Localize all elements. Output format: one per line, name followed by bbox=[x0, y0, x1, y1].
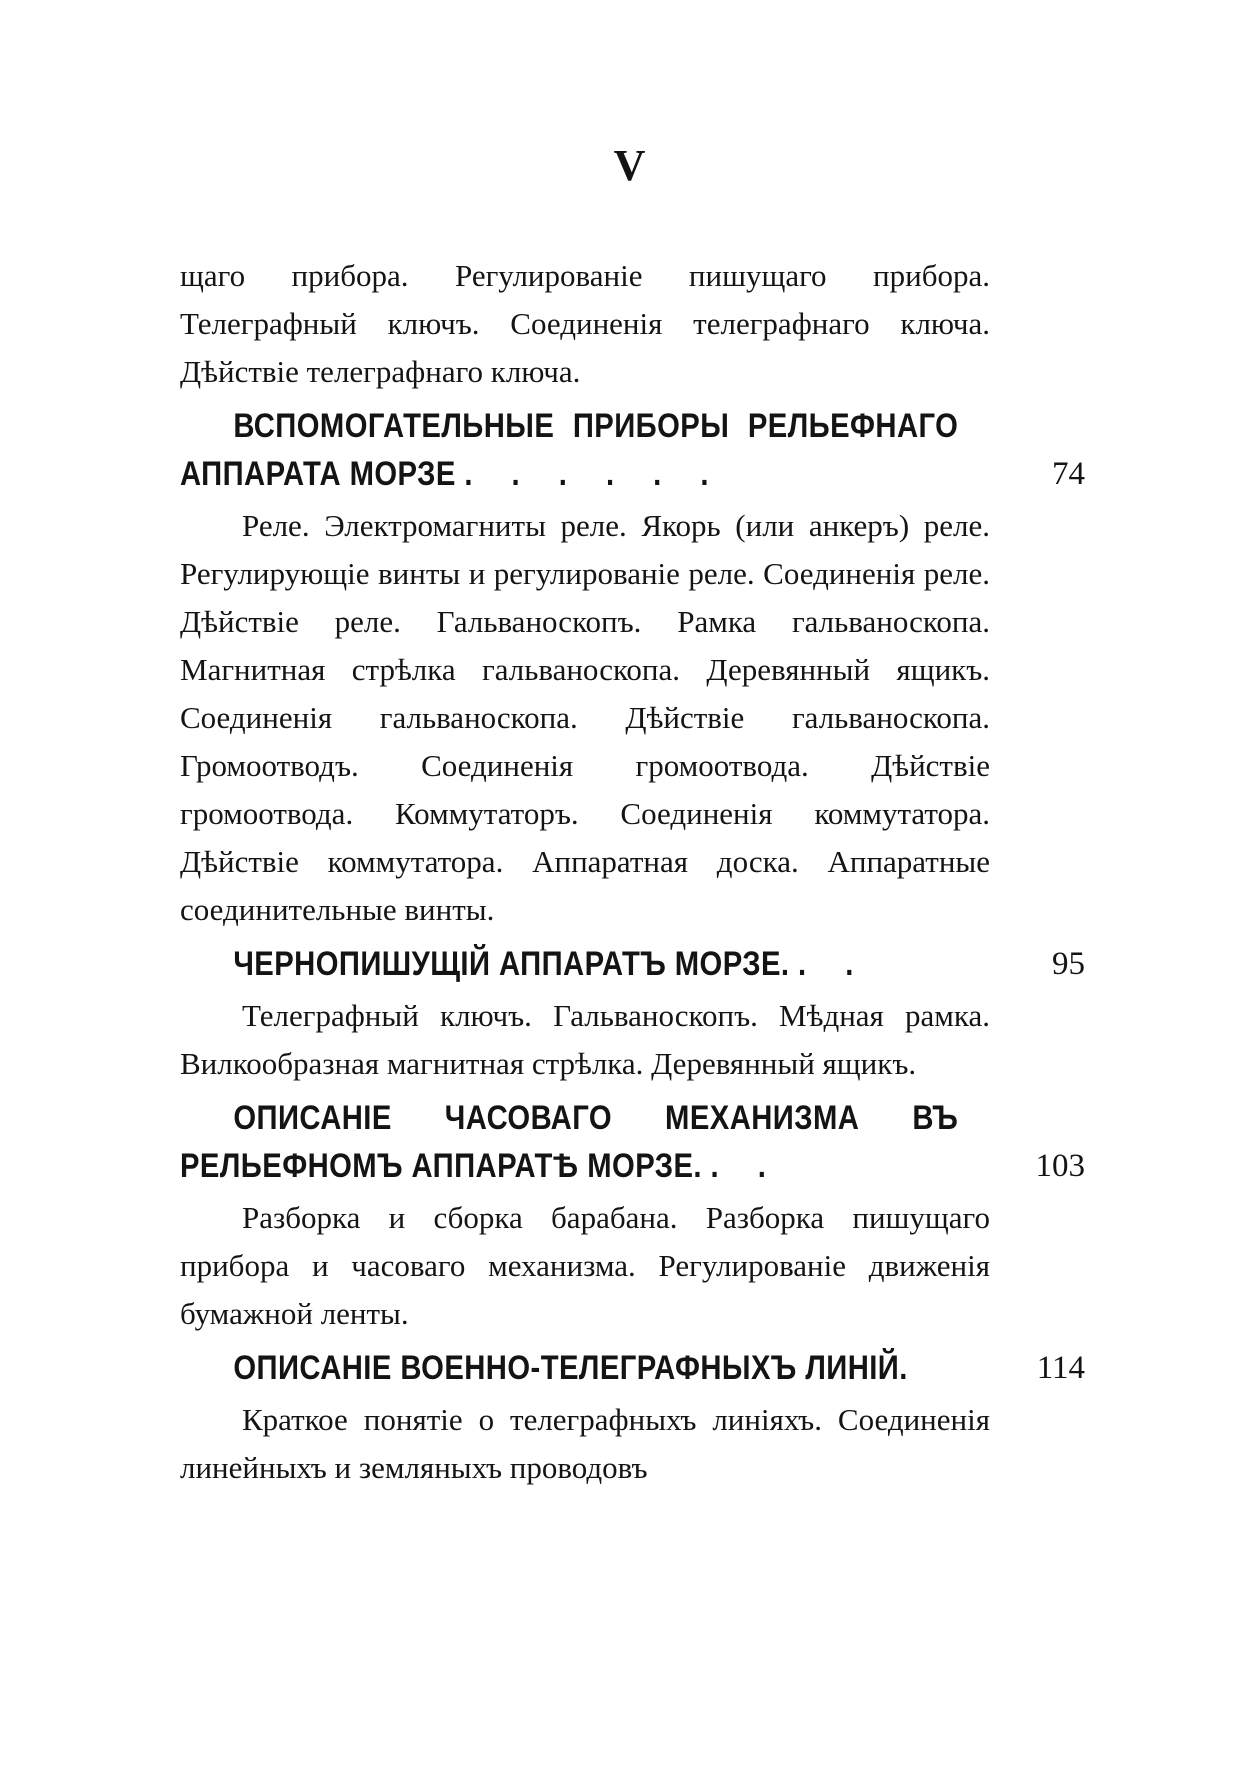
toc-entry-description: Краткое понятіе о телеграфныхъ линіяхъ. Соединенія линейныхъ и земляныхъ проводовъ bbox=[180, 1402, 990, 1485]
toc-entry-page: 95 bbox=[1052, 946, 1085, 982]
toc-entry-page: 103 bbox=[1035, 1148, 1085, 1184]
toc-entry-title bbox=[180, 1344, 958, 1392]
toc-entry bbox=[180, 1094, 1085, 1190]
toc-entry-description: Реле. Электромагниты реле. Якорь (или анкеръ) реле. Регулирующіе винты и регулированіе реле. Соединенія реле. Дѣйствіе реле. Гальваноскопъ. Рамка гальваноскопа. Магнитная стрѣлка гальваноскопа. Деревянный ящикъ. Соединенія гальваноскопа. Дѣйствіе гальваноскопа. Громоотводъ. Соединенія громоотвода. Дѣйствіе громоотвода. Коммутаторъ. Соединенія коммутатора. Дѣйствіе коммутатора. Аппаратная доска. Аппаратные соединительные винты. bbox=[180, 508, 990, 927]
toc-entry-title bbox=[180, 1094, 958, 1190]
toc-leader-dots: . . bbox=[798, 945, 869, 983]
toc-intro-text: щаго прибора. Регулированіе пишущаго прибора. Телеграфный ключъ. Соединенія телеграфнаго ключа. Дѣйствіе телеграфнаго ключа. bbox=[180, 258, 990, 389]
toc-entry-title-text: ОПИСАНІЕ ЧАСОВАГО МЕХАНИЗМА ВЪ РЕЛЬЕФНОМЪ АППАРАТѢ МОРЗЕ. bbox=[180, 1099, 959, 1185]
table-of-contents bbox=[180, 252, 1085, 1492]
toc-entry-title-text: ВСПОМОГАТЕЛЬНЫЕ ПРИБОРЫ РЕЛЬЕФНАГО АППАРАТА МОРЗЕ bbox=[180, 407, 959, 493]
page-number: V bbox=[613, 141, 646, 190]
toc-leader-dots: . . bbox=[710, 1147, 782, 1185]
toc-entry-page: 114 bbox=[1036, 1350, 1085, 1386]
toc-entry-title bbox=[180, 940, 958, 988]
toc-entry-title bbox=[180, 402, 958, 498]
toc-entry-description: Телеграфный ключъ. Гальваноскопъ. Мѣдная рамка. Вилкообразная магнитная стрѣлка. Деревянный ящикъ. bbox=[180, 998, 990, 1081]
toc-entry-title-text: ОПИСАНІЕ ВОЕННО-ТЕЛЕГРАФНЫХЪ ЛИНІЙ. bbox=[233, 1349, 908, 1387]
toc-entry bbox=[180, 940, 1085, 988]
toc-entry-page: 74 bbox=[1052, 456, 1085, 492]
toc-entry bbox=[180, 1344, 1085, 1392]
toc-leader-dots: . . . . . . bbox=[464, 455, 725, 493]
toc-entry-description: Разборка и сборка барабана. Разборка пишущаго прибора и часоваго механизма. Регулированіе движенія бумажной ленты. bbox=[180, 1200, 990, 1331]
toc-entry bbox=[180, 402, 1085, 498]
toc-entry-title-text: ЧЕРНОПИШУЩІЙ АППАРАТЪ МОРЗЕ. bbox=[233, 945, 790, 983]
